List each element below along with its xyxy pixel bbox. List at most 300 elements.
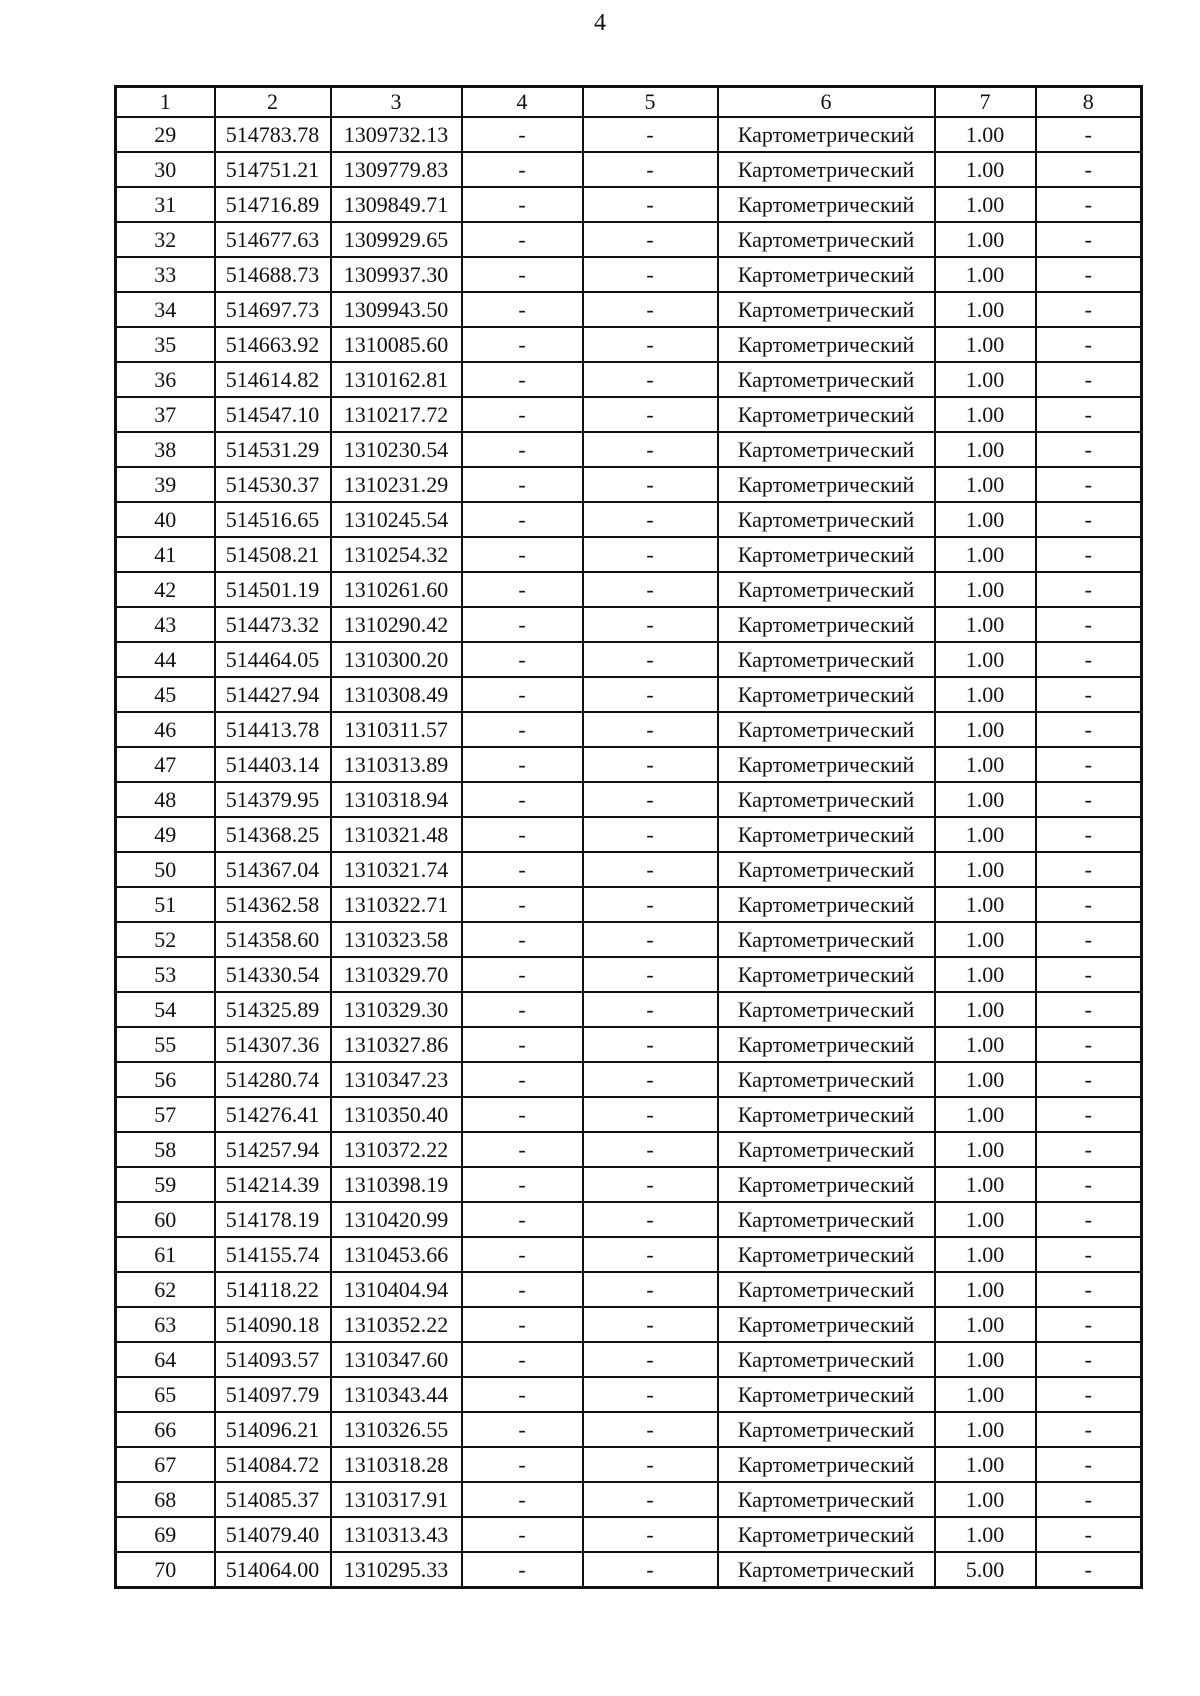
table-cell: - (462, 887, 583, 922)
table-cell: 1310217.72 (331, 397, 462, 432)
table-cell: 1.00 (935, 1517, 1036, 1552)
table-cell: 514084.72 (215, 1447, 331, 1482)
table-cell: 1.00 (935, 152, 1036, 187)
table-cell: Картометрический (718, 222, 935, 257)
table-cell: - (1036, 1377, 1142, 1412)
table-cell: - (583, 362, 718, 397)
table-cell: 514663.92 (215, 327, 331, 362)
table-cell: Картометрический (718, 1552, 935, 1588)
table-cell: 37 (116, 397, 215, 432)
table-cell: 1.00 (935, 327, 1036, 362)
table-cell: 514716.89 (215, 187, 331, 222)
table-cell: - (583, 1237, 718, 1272)
table-cell: - (462, 117, 583, 152)
table-cell: - (583, 1097, 718, 1132)
table-cell: - (462, 607, 583, 642)
table-cell: 60 (116, 1202, 215, 1237)
table-cell: - (462, 397, 583, 432)
table-cell: - (583, 1027, 718, 1062)
table-cell: 1310326.55 (331, 1412, 462, 1447)
table-cell: 49 (116, 817, 215, 852)
table-cell: 1310231.29 (331, 467, 462, 502)
table-cell: - (462, 922, 583, 957)
table-cell: 1310313.43 (331, 1517, 462, 1552)
table-cell: 61 (116, 1237, 215, 1272)
table-cell: 40 (116, 502, 215, 537)
table-cell: Картометрический (718, 187, 935, 222)
table-cell: - (583, 782, 718, 817)
table-cell: - (583, 607, 718, 642)
table-row (116, 677, 1142, 712)
table-cell: - (583, 152, 718, 187)
table-cell: - (462, 502, 583, 537)
table-cell: Картометрический (718, 712, 935, 747)
table-cell: 1310321.74 (331, 852, 462, 887)
table-cell: 1.00 (935, 362, 1036, 397)
table-row (116, 257, 1142, 292)
table-cell: 514257.94 (215, 1132, 331, 1167)
table-cell: 50 (116, 852, 215, 887)
table-cell: - (583, 957, 718, 992)
table-cell: 1.00 (935, 1027, 1036, 1062)
coordinates-table (114, 85, 1143, 1589)
table-cell: - (1036, 257, 1142, 292)
table-cell: - (1036, 222, 1142, 257)
table-cell: Картометрический (718, 957, 935, 992)
table-cell: - (583, 1517, 718, 1552)
table-cell: - (1036, 572, 1142, 607)
table-cell: 33 (116, 257, 215, 292)
table-cell: 514368.25 (215, 817, 331, 852)
table-cell: 514508.21 (215, 537, 331, 572)
table-cell: Картометрический (718, 537, 935, 572)
table-cell: - (1036, 607, 1142, 642)
table-cell: - (1036, 1062, 1142, 1097)
table-row (116, 1342, 1142, 1377)
table-cell: 65 (116, 1377, 215, 1412)
table-cell: - (583, 1552, 718, 1588)
table-cell: 1310347.23 (331, 1062, 462, 1097)
table-cell: 1310453.66 (331, 1237, 462, 1272)
table-cell: Картометрический (718, 1062, 935, 1097)
table-cell: - (583, 1482, 718, 1517)
table-cell: Картометрический (718, 922, 935, 957)
table-row (116, 957, 1142, 992)
table-cell: Картометрический (718, 292, 935, 327)
table-cell: - (583, 257, 718, 292)
table-cell: - (1036, 292, 1142, 327)
table-cell: - (583, 1377, 718, 1412)
table-cell: 1.00 (935, 642, 1036, 677)
table-cell: 514379.95 (215, 782, 331, 817)
table-cell: 1310230.54 (331, 432, 462, 467)
table-cell: 514473.32 (215, 607, 331, 642)
table-cell: 55 (116, 1027, 215, 1062)
table-row (116, 397, 1142, 432)
table-cell: 514688.73 (215, 257, 331, 292)
table-cell: - (1036, 537, 1142, 572)
table-cell: Картометрический (718, 992, 935, 1027)
table-cell: - (462, 1342, 583, 1377)
table-cell: Картометрический (718, 1132, 935, 1167)
table-cell: Картометрический (718, 502, 935, 537)
table-cell: 1.00 (935, 1377, 1036, 1412)
table-cell: - (462, 677, 583, 712)
table-cell: 66 (116, 1412, 215, 1447)
table-cell: 1.00 (935, 1447, 1036, 1482)
table-cell: Картометрический (718, 1307, 935, 1342)
table-row (116, 607, 1142, 642)
table-cell: - (583, 432, 718, 467)
table-cell: 1.00 (935, 1237, 1036, 1272)
table-cell: 1310321.48 (331, 817, 462, 852)
table-cell: 68 (116, 1482, 215, 1517)
table-cell: - (583, 1202, 718, 1237)
table-cell: 514214.39 (215, 1167, 331, 1202)
table-cell: 1310300.20 (331, 642, 462, 677)
table-cell: 1310322.71 (331, 887, 462, 922)
table-cell: - (462, 152, 583, 187)
table-cell: 29 (116, 117, 215, 152)
table-cell: 39 (116, 467, 215, 502)
table-cell: 514358.60 (215, 922, 331, 957)
table-cell: 1310372.22 (331, 1132, 462, 1167)
table-cell: 5.00 (935, 1552, 1036, 1588)
table-cell: Картометрический (718, 257, 935, 292)
table-cell: 1.00 (935, 1132, 1036, 1167)
table-cell: 514118.22 (215, 1272, 331, 1307)
table-row (116, 1237, 1142, 1272)
table-cell: 514155.74 (215, 1237, 331, 1272)
table-cell: 41 (116, 537, 215, 572)
table-cell: 1310290.42 (331, 607, 462, 642)
table-cell: 1310404.94 (331, 1272, 462, 1307)
table-row (116, 1482, 1142, 1517)
table-body (116, 117, 1142, 1588)
table-cell: - (583, 1062, 718, 1097)
table-cell: Картометрический (718, 1237, 935, 1272)
table-cell: 64 (116, 1342, 215, 1377)
table-cell: 1310329.70 (331, 957, 462, 992)
table-row (116, 1027, 1142, 1062)
table-cell: - (583, 817, 718, 852)
table-cell: 514403.14 (215, 747, 331, 782)
table-cell: 514413.78 (215, 712, 331, 747)
table-cell: - (462, 1412, 583, 1447)
table-cell: 1310245.54 (331, 502, 462, 537)
table-cell: - (462, 1167, 583, 1202)
table-cell: 1310347.60 (331, 1342, 462, 1377)
table-cell: - (462, 467, 583, 502)
table-cell: Картометрический (718, 467, 935, 502)
table-row (116, 922, 1142, 957)
table-cell: 1.00 (935, 1062, 1036, 1097)
table-cell: 62 (116, 1272, 215, 1307)
table-cell: - (462, 992, 583, 1027)
table-cell: 38 (116, 432, 215, 467)
column-header: 4 (462, 87, 583, 118)
table-row (116, 992, 1142, 1027)
table-cell: - (1036, 887, 1142, 922)
table-row (116, 572, 1142, 607)
table-cell: - (583, 467, 718, 502)
table-cell: 1.00 (935, 1202, 1036, 1237)
table-cell: Картометрический (718, 362, 935, 397)
table-cell: - (1036, 1342, 1142, 1377)
table-cell: Картометрический (718, 327, 935, 362)
table-row (116, 432, 1142, 467)
table-cell: - (583, 852, 718, 887)
table-cell: - (1036, 782, 1142, 817)
table-cell: 1.00 (935, 957, 1036, 992)
table-cell: - (462, 642, 583, 677)
table-cell: - (462, 1027, 583, 1062)
table-row (116, 1447, 1142, 1482)
table-cell: - (462, 712, 583, 747)
table-row (116, 327, 1142, 362)
table-cell: Картометрический (718, 1447, 935, 1482)
table-cell: - (1036, 152, 1142, 187)
table-row (116, 117, 1142, 152)
table-cell: 1.00 (935, 1272, 1036, 1307)
table-row (116, 1552, 1142, 1588)
table-cell: 514064.00 (215, 1552, 331, 1588)
table-cell: 1.00 (935, 852, 1036, 887)
table-cell: 1.00 (935, 292, 1036, 327)
table-cell: - (583, 1132, 718, 1167)
table-cell: - (462, 817, 583, 852)
table-cell: Картометрический (718, 1097, 935, 1132)
table-cell: - (583, 922, 718, 957)
table-cell: - (1036, 642, 1142, 677)
table-cell: - (462, 782, 583, 817)
table-cell: - (583, 572, 718, 607)
table-cell: - (583, 1307, 718, 1342)
table-row (116, 187, 1142, 222)
column-header: 5 (583, 87, 718, 118)
table-cell: - (462, 1307, 583, 1342)
table-row (116, 817, 1142, 852)
table-cell: - (462, 327, 583, 362)
table-cell: - (1036, 1272, 1142, 1307)
table-cell: - (583, 502, 718, 537)
table-cell: 1310318.28 (331, 1447, 462, 1482)
table-cell: - (1036, 187, 1142, 222)
table-row (116, 467, 1142, 502)
table-cell: 1.00 (935, 817, 1036, 852)
table-cell: Картометрический (718, 1202, 935, 1237)
table-cell: - (1036, 117, 1142, 152)
table-cell: 514330.54 (215, 957, 331, 992)
table-cell: - (583, 1272, 718, 1307)
table-cell: 52 (116, 922, 215, 957)
table-cell: 31 (116, 187, 215, 222)
table-cell: Картометрический (718, 677, 935, 712)
table-cell: 32 (116, 222, 215, 257)
table-cell: 69 (116, 1517, 215, 1552)
table-cell: - (462, 1272, 583, 1307)
table-cell: 43 (116, 607, 215, 642)
table-cell: - (1036, 327, 1142, 362)
table-cell: - (583, 327, 718, 362)
table-cell: - (1036, 747, 1142, 782)
table-cell: - (462, 257, 583, 292)
table-cell: - (462, 1097, 583, 1132)
table-row (116, 887, 1142, 922)
table-cell: 59 (116, 1167, 215, 1202)
page-number: 4 (594, 10, 606, 36)
table-cell: 514464.05 (215, 642, 331, 677)
table-cell: - (583, 887, 718, 922)
table-cell: 514079.40 (215, 1517, 331, 1552)
table-cell: 514367.04 (215, 852, 331, 887)
table-cell: - (583, 397, 718, 432)
table-cell: - (462, 1447, 583, 1482)
table-cell: Картометрический (718, 432, 935, 467)
table-cell: 514325.89 (215, 992, 331, 1027)
table-row (116, 362, 1142, 397)
table-cell: - (583, 642, 718, 677)
table-cell: Картометрический (718, 117, 935, 152)
table-cell: - (1036, 852, 1142, 887)
table-cell: - (462, 747, 583, 782)
table-cell: 1.00 (935, 117, 1036, 152)
table-cell: Картометрический (718, 1412, 935, 1447)
table-cell: 1.00 (935, 537, 1036, 572)
table-row (116, 1272, 1142, 1307)
table-cell: 1.00 (935, 1482, 1036, 1517)
table-cell: - (1036, 1447, 1142, 1482)
table-row (116, 1412, 1142, 1447)
table-cell: - (1036, 502, 1142, 537)
table-cell: 514530.37 (215, 467, 331, 502)
table-cell: 514516.65 (215, 502, 331, 537)
table-cell: - (1036, 1202, 1142, 1237)
table-cell: 514097.79 (215, 1377, 331, 1412)
table-row (116, 782, 1142, 817)
table-cell: 1.00 (935, 187, 1036, 222)
table-cell: 1310317.91 (331, 1482, 462, 1517)
table-cell: 1309929.65 (331, 222, 462, 257)
table-row (116, 642, 1142, 677)
table-cell: - (583, 747, 718, 782)
table-cell: - (1036, 1167, 1142, 1202)
table-cell: - (462, 292, 583, 327)
table-cell: 1309943.50 (331, 292, 462, 327)
table-cell: Картометрический (718, 642, 935, 677)
table-cell: 35 (116, 327, 215, 362)
table-row (116, 292, 1142, 327)
table-cell: 1310295.33 (331, 1552, 462, 1588)
table-cell: - (583, 187, 718, 222)
table-cell: - (1036, 1027, 1142, 1062)
table-cell: 48 (116, 782, 215, 817)
table-cell: - (583, 1447, 718, 1482)
table-row (116, 1097, 1142, 1132)
table-cell: Картометрический (718, 1342, 935, 1377)
table-row (116, 747, 1142, 782)
table-cell: 514090.18 (215, 1307, 331, 1342)
table-row (116, 712, 1142, 747)
table-cell: - (1036, 397, 1142, 432)
table-cell: 1.00 (935, 502, 1036, 537)
table-cell: - (462, 1202, 583, 1237)
table-cell: - (1036, 1097, 1142, 1132)
table-cell: Картометрический (718, 152, 935, 187)
table-cell: 1310352.22 (331, 1307, 462, 1342)
table-row (116, 1517, 1142, 1552)
column-header: 7 (935, 87, 1036, 118)
table-cell: - (462, 1377, 583, 1412)
table-cell: 514096.21 (215, 1412, 331, 1447)
table-cell: 1.00 (935, 397, 1036, 432)
table-row (116, 852, 1142, 887)
table-cell: Картометрический (718, 1482, 935, 1517)
table-cell: 54 (116, 992, 215, 1027)
table-cell: 1.00 (935, 887, 1036, 922)
table-row (116, 1377, 1142, 1412)
table-cell: Картометрический (718, 782, 935, 817)
table-cell: 1310323.58 (331, 922, 462, 957)
table-cell: - (583, 712, 718, 747)
table-cell: 514427.94 (215, 677, 331, 712)
column-header: 1 (116, 87, 215, 118)
column-header: 2 (215, 87, 331, 118)
table-cell: - (583, 537, 718, 572)
table-cell: Картометрический (718, 887, 935, 922)
table-cell: - (1036, 677, 1142, 712)
table-cell: 1310311.57 (331, 712, 462, 747)
table-cell: 1.00 (935, 467, 1036, 502)
table-cell: - (1036, 922, 1142, 957)
table-cell: 1310420.99 (331, 1202, 462, 1237)
table-cell: 1309732.13 (331, 117, 462, 152)
table-cell: 44 (116, 642, 215, 677)
table-cell: Картометрический (718, 572, 935, 607)
table-cell: - (1036, 467, 1142, 502)
table-cell: - (1036, 432, 1142, 467)
table-cell: 514783.78 (215, 117, 331, 152)
table-header-row (116, 87, 1142, 118)
table-cell: 514547.10 (215, 397, 331, 432)
table-cell: - (1036, 1517, 1142, 1552)
table-cell: 1310343.44 (331, 1377, 462, 1412)
table-cell: 34 (116, 292, 215, 327)
table-cell: 1310313.89 (331, 747, 462, 782)
table-cell: Картометрический (718, 1167, 935, 1202)
table-cell: 514614.82 (215, 362, 331, 397)
table-cell: 514697.73 (215, 292, 331, 327)
table-cell: 1.00 (935, 747, 1036, 782)
table-cell: 1.00 (935, 222, 1036, 257)
table-cell: Картометрический (718, 852, 935, 887)
table-cell: 1.00 (935, 782, 1036, 817)
table-cell: - (462, 432, 583, 467)
table-cell: - (1036, 992, 1142, 1027)
table-cell: - (583, 292, 718, 327)
table-row (116, 1132, 1142, 1167)
table-cell: - (462, 1517, 583, 1552)
column-header: 6 (718, 87, 935, 118)
table-cell: 42 (116, 572, 215, 607)
table-cell: - (462, 1482, 583, 1517)
table-cell: 1.00 (935, 1097, 1036, 1132)
table-row (116, 152, 1142, 187)
table-cell: 36 (116, 362, 215, 397)
table-cell: - (462, 1237, 583, 1272)
table-cell: 1.00 (935, 1307, 1036, 1342)
table-cell: - (1036, 1412, 1142, 1447)
